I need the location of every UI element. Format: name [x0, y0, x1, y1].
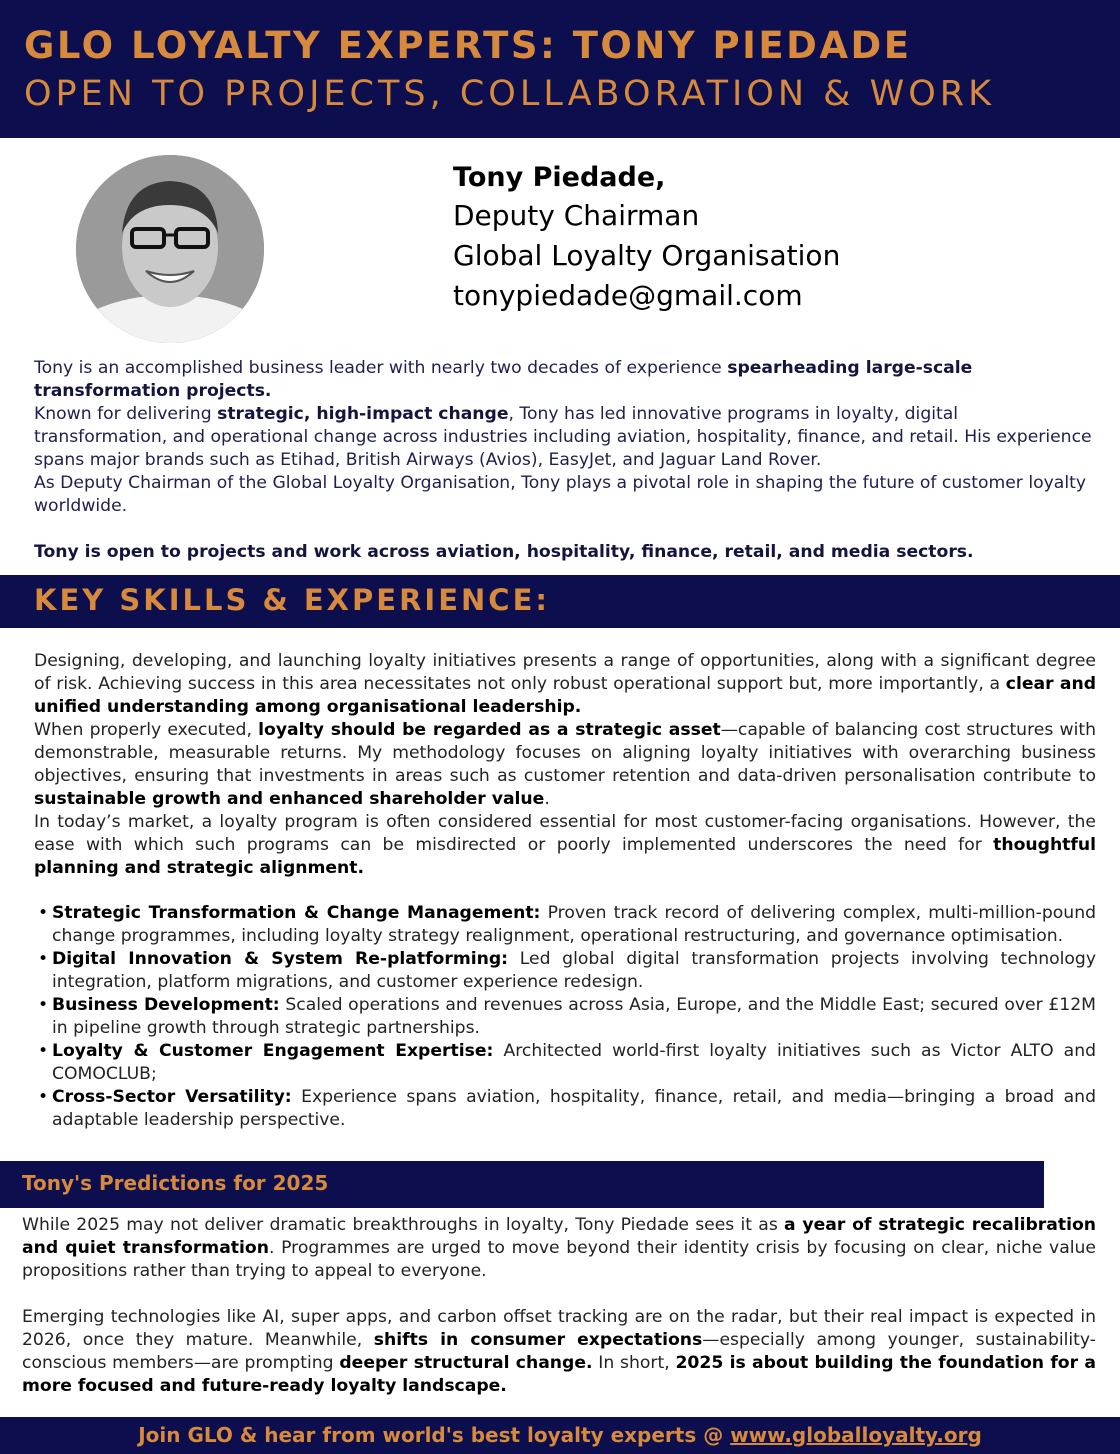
intro-paragraph [34, 403, 1096, 472]
portrait-icon [76, 155, 264, 343]
page-subtitle: OPEN TO PROJECTS, COLLABORATION & WORK [24, 74, 996, 114]
skills-highlight: thoughtful planning and strategic alignment. [34, 835, 1096, 878]
profile-role: Deputy Chairman [453, 199, 700, 232]
contact-card [453, 160, 840, 316]
list-item [34, 948, 1096, 994]
predictions-text: . Programmes are urged to move beyond their identity crisis by focusing on clear, niche value propositions rather than trying to appeal to everyone. [22, 1238, 1096, 1281]
skills-bullet-list [34, 902, 1096, 1132]
skills-highlight: clear and unified understanding among organisational leadership. [34, 674, 1096, 717]
bullet-title: Business Development: [52, 995, 280, 1015]
predictions-text: While 2025 may not deliver dramatic breakthroughs in loyalty, Tony Piedade sees it as [22, 1215, 785, 1235]
bullet-title: Cross-Sector Versatility: [52, 1087, 292, 1107]
skills-heading: KEY SKILLS & EXPERIENCE: [34, 583, 550, 617]
predictions-section [22, 1214, 1096, 1398]
skills-text: Designing, developing, and launching loyalty initiatives presents a range of opportunities, along with a significant degree of risk. Achieving success in this area necessitates not only robust operational support but, more importantly, a [34, 651, 1096, 694]
profile-email[interactable]: tonypiedade@gmail.com [453, 279, 803, 312]
predictions-highlight: shifts in consumer expectations [373, 1330, 703, 1350]
intro-text: , Tony has led innovative programs in loyalty, digital transformation, and operational change across industries including aviation, hospitality, finance, and retail. His experience spans major brands such as Etihad, British Airways (Avios), EasyJet, and Jaguar Land Rover. [34, 404, 1092, 470]
bullet-title: Strategic Transformation & Change Management: [52, 903, 541, 923]
predictions-text: In short, [592, 1353, 676, 1373]
skills-text: . [544, 789, 550, 809]
footer-label: Join GLO & hear from world's best loyalty experts @ [138, 1423, 731, 1447]
profile-organisation: Global Loyalty Organisation [453, 239, 841, 272]
header-banner [0, 0, 1120, 138]
skills-paragraph [34, 719, 1096, 811]
bullet-title: Loyalty & Customer Engagement Expertise: [52, 1041, 494, 1061]
skills-text: In today’s market, a loyalty program is often considered essential for most customer-facing organisations. However, the ease with which such programs can be misdirected or poorly implemented underscores the need for [34, 812, 1096, 855]
predictions-heading-band [0, 1161, 1044, 1208]
predictions-paragraph [22, 1306, 1096, 1398]
intro-text: Tony is an accomplished business leader with nearly two decades of experience [34, 358, 728, 378]
intro-highlight: Tony is open to projects and work across aviation, hospitality, finance, retail, and media sectors. [34, 542, 974, 562]
bullet-text: Experience spans aviation, hospitality, finance, retail, and media—bringing a broad and adaptable leadership perspective. [52, 1087, 1096, 1130]
intro-paragraph [34, 357, 1096, 403]
list-item [34, 1086, 1096, 1132]
skills-highlight: sustainable growth and enhanced shareholder value [34, 789, 545, 809]
skills-paragraph [34, 650, 1096, 719]
list-item [34, 1040, 1096, 1086]
skills-text: —capable of balancing cost structures with demonstrable, measurable returns. My methodology focuses on aligning loyalty initiatives with overarching business objectives, ensuring that investments in areas such as customer retention and data-driven personalisation contribute to [34, 720, 1096, 786]
bullet-text: Architected world-first loyalty initiatives such as Victor ALTO and COMOCLUB; [52, 1041, 1096, 1084]
skills-section [34, 650, 1096, 880]
bullet-text: Proven track record of delivering complex, multi-million-pound change programmes, including loyalty strategy realignment, operational restructuring, and governance optimisation. [52, 903, 1096, 946]
skills-highlight: loyalty should be regarded as a strategic asset [258, 720, 721, 740]
footer-text [138, 1423, 982, 1447]
intro-paragraph: As Deputy Chairman of the Global Loyalty Organisation, Tony plays a pivotal role in shaping the future of customer loyalty worldwide. [34, 473, 1087, 516]
intro-paragraph [34, 541, 1096, 564]
predictions-text: Emerging technologies like AI, super apps, and carbon offset tracking are on the radar, but their real impact is expected in 2026, once they mature. Meanwhile, [22, 1307, 1096, 1350]
predictions-highlight: 2025 is about building the foundation for a more focused and future-ready loyalty landscape. [22, 1353, 1096, 1396]
predictions-heading: Tony's Predictions for 2025 [22, 1171, 329, 1195]
footer-banner [0, 1417, 1120, 1454]
intro-highlight: strategic, high-impact change [217, 404, 509, 424]
bullet-text: Led global digital transformation projects involving technology integration, platform migrations, and customer experience redesign. [52, 949, 1097, 992]
intro-section [34, 357, 1096, 564]
skills-paragraph [34, 811, 1096, 880]
profile-name: Tony Piedade, [453, 162, 666, 193]
predictions-text: —especially among younger, sustainability-conscious members—are prompting [22, 1330, 1096, 1373]
intro-highlight: spearheading large-scale transformation projects. [34, 358, 973, 401]
skills-text: When properly executed, [34, 720, 259, 740]
predictions-paragraph [22, 1214, 1096, 1283]
skills-heading-band [0, 575, 1120, 628]
bullet-text: Scaled operations and revenues across Asia, Europe, and the Middle East; secured over £12M in pipeline growth through strategic partnerships. [52, 995, 1096, 1038]
list-item [34, 994, 1096, 1040]
website-link[interactable]: www.globalloyalty.org [730, 1423, 982, 1447]
list-item [34, 902, 1096, 948]
profile-photo [76, 155, 264, 343]
page-title: GLO LOYALTY EXPERTS: TONY PIEDADE [24, 24, 912, 67]
predictions-highlight: deeper structural change. [339, 1353, 593, 1373]
predictions-highlight: a year of strategic recalibration and quiet transformation [22, 1215, 1097, 1258]
intro-text: Known for delivering [34, 404, 218, 424]
bullet-title: Digital Innovation & System Re-platforming: [52, 949, 509, 969]
